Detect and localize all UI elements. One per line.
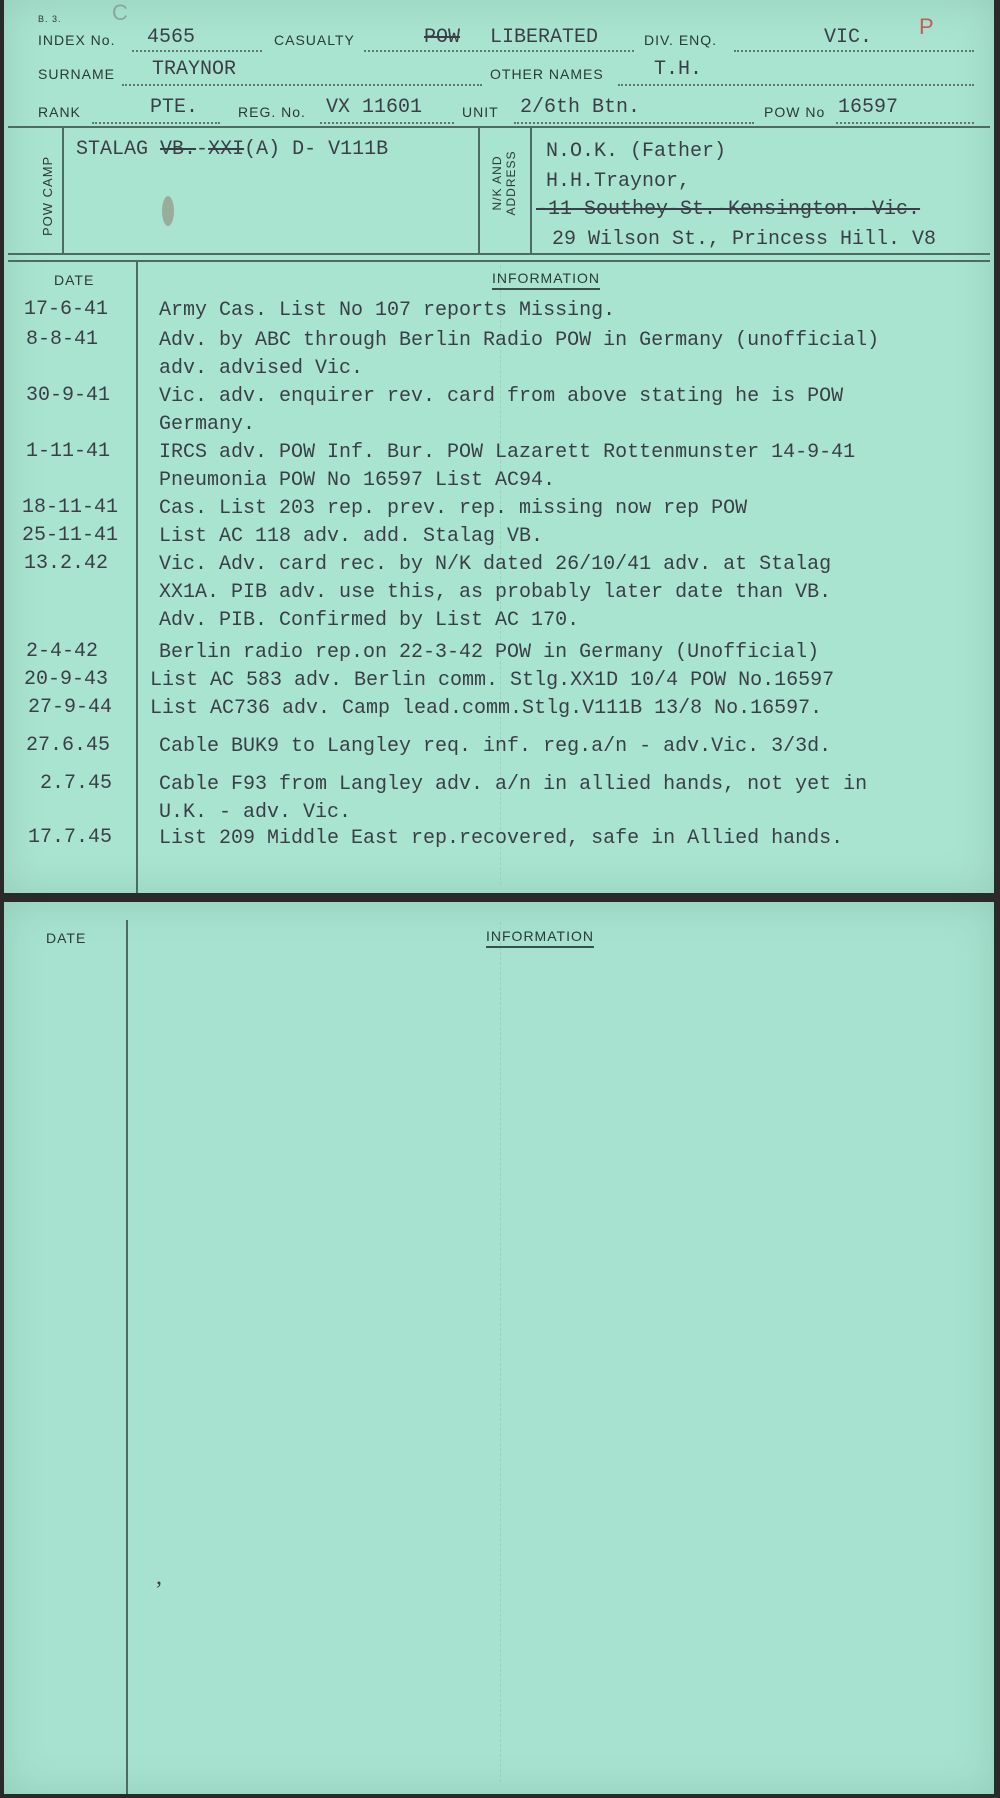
div-enq-label: DIV. ENQ. [644,32,718,48]
surname-label: SURNAME [38,66,116,82]
unit-line [514,122,754,124]
entry-info-line: Cable BUK9 to Langley req. inf. reg.a/n - adv.Vic. 3/3d. [159,735,832,758]
pow-camp-sep: - [196,138,209,161]
div-enq-value: VIC. [824,26,873,49]
pow-camp-prefix: STALAG [76,138,149,161]
reg-no-label: REG. No. [238,104,306,120]
form-code: B. 3. [38,14,62,24]
mid-rule [8,253,990,255]
nk-address-label [490,138,518,228]
surname-line [122,84,482,86]
other-names-line [618,84,974,86]
pow-no-value: 16597 [838,96,899,119]
date-header: DATE [54,272,95,288]
entry-info-line: adv. advised Vic. [159,357,364,380]
back-ink-mark: , [156,1564,162,1590]
entry-info-line: Army Cas. List No 107 reports Missing. [159,299,616,322]
pow-camp-label: POW CAMP [40,155,55,236]
entry-date: 18-11-41 [22,496,119,519]
entry-date: 27-9-44 [28,696,113,719]
nk-address-label-line-1: N/K AND [490,155,504,211]
entry-info-line: List AC 583 adv. Berlin comm. Stlg.XX1D 10/4 POW No.16597 [150,669,835,692]
back-date-column-divider [126,920,128,1794]
entry-date: 2.7.45 [40,772,113,795]
other-names-label: OTHER NAMES [490,66,604,82]
entry-info-line: IRCS adv. POW Inf. Bur. POW Lazarett Rottenmunster 14-9-41 [159,441,856,464]
pow-camp-value [76,138,388,161]
index-no-label: INDEX No. [38,32,116,48]
entry-date: 27.6.45 [26,734,111,757]
mid-rule-2 [8,260,990,262]
red-mark: P [919,14,934,39]
entry-date: 30-9-41 [26,384,111,407]
casualty-line [364,50,634,52]
rank-label: RANK [38,104,81,120]
reg-no-value: VX 11601 [326,96,423,119]
pow-no-label: POW No [764,104,826,120]
entry-info-line: Adv. PIB. Confirmed by List AC 170. [159,609,580,632]
index-no-value: 4565 [147,26,196,49]
unit-label: UNIT [462,104,499,120]
casualty-label: CASUALTY [274,32,355,48]
entry-info-line: Vic. adv. enquirer rev. card from above stating he is POW [159,385,844,408]
entry-info-line: Vic. Adv. card rec. by N/K dated 26/10/41 adv. at Stalag [159,553,832,576]
top-rule [8,126,990,128]
camp-label-divider [62,127,64,253]
ink-blot [162,196,174,226]
entry-info-line: List 209 Middle East rep.recovered, safe in Allied hands. [159,827,844,850]
nk-line-4: 29 Wilson St., Princess Hill. V8 [552,228,937,251]
nk-line-3-struck: -11 Southey-St.-Kensington.-Vic. [536,198,921,221]
date-column-divider [136,261,138,893]
nk-address-label-line-2: ADDRESS [504,150,518,216]
other-names-value: T.H. [654,58,703,81]
casualty-struck-value: POW [424,26,461,49]
entry-info-line: XX1A. PIB adv. use this, as probably later date than VB. [159,581,832,604]
information-header: INFORMATION [492,270,600,290]
entry-date: 2-4-42 [26,640,99,663]
entry-info-line: Adv. by ABC through Berlin Radio POW in Germany (unofficial) [159,329,880,352]
back-center-fold [500,922,503,1782]
entry-date: 17.7.45 [28,826,113,849]
entry-info-line: List AC 118 adv. add. Stalag VB. [159,525,544,548]
rank-value: PTE. [150,96,199,119]
pow-no-line [836,122,974,124]
entry-info-line: List AC736 adv. Camp lead.comm.Stlg.V111B 13/8 No.16597. [150,697,823,720]
camp-nk-divider [478,127,480,253]
entry-date: 1-11-41 [26,440,111,463]
entry-date: 8-8-41 [26,328,99,351]
entry-date: 25-11-41 [22,524,119,547]
pow-camp-suffix: (A) D- V111B [244,138,389,161]
entry-date: 17-6-41 [24,298,109,321]
nk-line-2: H.H.Traynor, [546,170,691,193]
surname-value: TRAYNOR [152,58,237,81]
rank-line [92,122,220,124]
index-no-line [132,50,262,52]
back-date-header: DATE [46,930,87,946]
back-information-header: INFORMATION [486,928,594,948]
pencil-mark: C [112,0,128,25]
pow-camp-struck-1: VB. [160,138,197,161]
entry-info-line: Germany. [159,413,256,436]
nk-label-divider [530,127,532,253]
pow-camp-struck-2: XXI [208,138,245,161]
reg-no-line [320,122,454,124]
entry-info-line: U.K. - adv. Vic. [159,801,352,824]
nk-line-1: N.O.K. (Father) [546,140,727,163]
entry-date: 20-9-43 [24,668,109,691]
entry-info-line: Berlin radio rep.on 22-3-42 POW in Germany (Unofficial) [159,641,820,664]
entry-date: 13.2.42 [24,552,109,575]
casualty-value: LIBERATED [490,26,599,49]
record-card-front [4,0,994,893]
div-enq-line [734,50,974,52]
record-card-back [4,902,994,1794]
entry-info-line: Cable F93 from Langley adv. a/n in allied hands, not yet in [159,773,868,796]
entry-info-line: Pneumonia POW No 16597 List AC94. [159,469,556,492]
entry-info-line: Cas. List 203 rep. prev. rep. missing now rep POW [159,497,748,520]
unit-value: 2/6th Btn. [520,96,641,119]
